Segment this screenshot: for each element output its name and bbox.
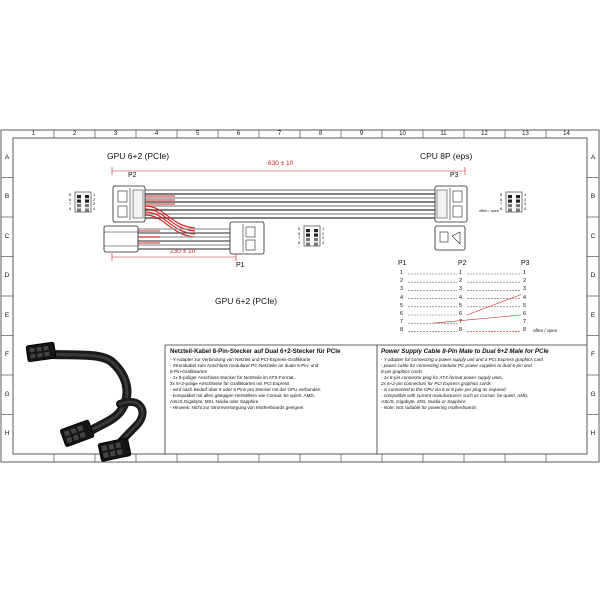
- info-english-line: - compatible with current manufacturers such as Corsair, be quiet!, AMD,: [381, 393, 529, 399]
- info-german-line: - Y-Adapter zur Verbindung von Netzteil und PCI-Express-Grafikkarte: [170, 357, 311, 363]
- info-german-line: - 1x 8-poliger Anschluss-Stecker für Netzteile im ATX-Format,: [170, 375, 295, 381]
- wiring-p2-pin: 2: [459, 278, 463, 285]
- column-number: 8: [318, 131, 323, 137]
- column-number: 4: [154, 131, 159, 137]
- info-english-line: 2x 6+2-pin connectors for PCI Express graphics cards: [381, 381, 491, 387]
- wiring-p1-pin: 8: [400, 327, 404, 334]
- info-english-line: - 1x 8-pin connector plug for ATX-format power supply units,: [381, 375, 504, 381]
- column-number: 7: [277, 131, 282, 137]
- info-english: [381, 349, 585, 411]
- column-number: 10: [399, 131, 406, 137]
- pin-number: 8: [500, 205, 503, 211]
- wiring-p1-pin: 6: [400, 311, 404, 317]
- p3-label: P3: [450, 172, 459, 179]
- wiring-header-p2: P2: [458, 260, 467, 267]
- column-number: 11: [440, 131, 447, 137]
- wiring-header-p1: P1: [398, 260, 407, 267]
- row-letter: C: [4, 232, 10, 240]
- column-number: 3: [113, 131, 118, 137]
- pin-number: 4: [322, 239, 325, 245]
- info-english-line: ASUS, Gigabyte, MSI, Nvidia or Sapphire: [381, 399, 466, 405]
- column-number: 9: [359, 131, 364, 137]
- pin-number: 3: [322, 235, 325, 241]
- info-english-line: - Note: Not suitable for powering motherboards: [381, 405, 477, 411]
- info-german-line: ASUS,Gigabyte, MSI, Nvidia oder Sapphire: [170, 399, 259, 405]
- info-german-line: - Hinweis: Nicht zur Stromversorgung von Motherboards geeignet: [170, 405, 304, 411]
- pin-number: 8: [298, 239, 301, 245]
- wiring-p3-pin: 2: [523, 278, 527, 285]
- pin-number: 5: [500, 192, 503, 197]
- column-number: 2: [72, 131, 77, 137]
- pin-number: 1: [93, 192, 96, 197]
- row-letter: E: [590, 311, 596, 319]
- row-letter: F: [591, 351, 595, 359]
- pin-number: 3: [524, 201, 527, 207]
- wiring-p3-pin: 1: [523, 270, 527, 276]
- pin-number: 2: [93, 196, 96, 202]
- length-branch-dimension: 230 ± 10: [170, 248, 196, 255]
- pin-number: 7: [500, 201, 503, 207]
- row-letter: C: [590, 232, 596, 240]
- row-letter: A: [4, 153, 10, 161]
- pin-number: 5: [298, 226, 301, 231]
- pin-number: 7: [298, 235, 301, 241]
- pin-number: 2: [322, 230, 325, 236]
- column-number: 1: [31, 131, 36, 137]
- row-letter: G: [590, 390, 596, 398]
- wiring-p2-pin: 8: [459, 327, 463, 334]
- wiring-p1-pin: 4: [400, 294, 404, 301]
- info-german-line: 8-Pin-Grafikkarten: [170, 369, 208, 375]
- info-english-title: Power Supply Cable 8-Pin Male to Dual 6+2 Male for PCIe: [381, 348, 549, 355]
- wiring-p3-pin: 6: [523, 311, 527, 317]
- wiring-p1-pin: 7: [400, 319, 404, 326]
- pin-number: 6: [298, 230, 301, 236]
- wiring-p3-pin: 4: [523, 294, 527, 301]
- p2-label: P2: [128, 172, 137, 179]
- wiring-header-p3: P3: [521, 260, 530, 267]
- gpu-top-label: GPU 6+2 (PCIe): [107, 151, 170, 161]
- row-letter: G: [4, 390, 10, 398]
- info-german-title: Netzteil-Kabel 8-Pin-Stecker auf Dual 6+2-Stecker für PCIe: [170, 348, 341, 355]
- wiring-p1-pin: 2: [400, 278, 404, 285]
- wiring-p2-pin: 1: [459, 270, 463, 276]
- pin-number: 4: [93, 205, 96, 211]
- pin-number: 4: [524, 205, 527, 211]
- wiring-p2-pin: 4: [459, 294, 463, 301]
- info-english-line: - Y-adapter for connecting a power supply unit and a PCI Express graphics card: [381, 357, 543, 363]
- wiring-p2-pin: 5: [459, 302, 463, 309]
- row-letter: B: [4, 193, 10, 201]
- wiring-p3-pin: 8: [523, 327, 527, 334]
- info-english-line: 8-pin graphics cards: [381, 369, 423, 375]
- row-letter: F: [5, 351, 9, 359]
- info-english-line: - power cable for connecting modular PC power supplies to dual 6-pin and: [381, 363, 532, 369]
- open-label-top: offen / open: [479, 209, 499, 213]
- info-german-line: - kompatibel mit allen gängigen Herstellern wie Corsair, be quiet!, AMD,: [170, 393, 316, 399]
- info-english-line: - is connected to the GPU via 6 or 8 pins per plug as required: [381, 387, 506, 393]
- pin-number: 5: [69, 192, 72, 197]
- row-letter: D: [590, 272, 596, 280]
- wiring-p3-pin: 7: [523, 319, 527, 326]
- row-letter: B: [590, 193, 596, 201]
- row-letter: E: [4, 311, 10, 319]
- pin-number: 1: [322, 226, 325, 231]
- pin-number: 3: [93, 201, 96, 207]
- cpu-label: CPU 8P (eps): [420, 151, 473, 161]
- pin-number: 7: [69, 201, 72, 207]
- pin-number: 1: [524, 192, 527, 197]
- row-letter: D: [4, 272, 10, 280]
- pin-number: 8: [69, 205, 72, 211]
- info-german: [170, 349, 374, 411]
- column-number: 6: [236, 131, 241, 137]
- wiring-p2-pin: 3: [459, 286, 463, 293]
- pin-number: 2: [524, 196, 527, 202]
- wiring-p1-pin: 5: [400, 302, 404, 309]
- pin-number: 6: [500, 196, 503, 202]
- gpu-bottom-label: GPU 6+2 (PCIe): [215, 296, 278, 306]
- row-letter: H: [4, 430, 10, 438]
- p1-label: P1: [236, 262, 245, 269]
- column-number: 5: [195, 131, 200, 137]
- wiring-p2-pin: 7: [459, 319, 463, 326]
- row-letter: A: [590, 153, 596, 161]
- length-main-dimension: 630 ± 10: [268, 160, 294, 167]
- info-german-line: - wird nach Bedarf über 6 oder 8 Pins pro Stecker mit der GPU verbunden: [170, 387, 321, 393]
- wiring-p1-pin: 3: [400, 286, 404, 293]
- pin-number: 6: [69, 196, 72, 202]
- column-number: 13: [522, 131, 529, 137]
- wiring-open-label: offen / open: [533, 328, 558, 333]
- info-german-line: - Stromkabel zum Anschluss modularer PC-Netzteile an duale 6-Pin- und: [170, 363, 319, 369]
- info-german-line: 2x 6+2-polige Anschlüsse für Grafikkarten mit PCI Express: [170, 381, 290, 387]
- wiring-p1-pin: 1: [400, 270, 404, 276]
- wiring-p3-pin: 5: [523, 302, 527, 309]
- column-number: 14: [563, 131, 570, 137]
- row-letter: H: [590, 430, 596, 438]
- wiring-p2-pin: 6: [459, 311, 463, 317]
- wiring-p3-pin: 3: [523, 286, 527, 293]
- column-number: 12: [481, 131, 488, 137]
